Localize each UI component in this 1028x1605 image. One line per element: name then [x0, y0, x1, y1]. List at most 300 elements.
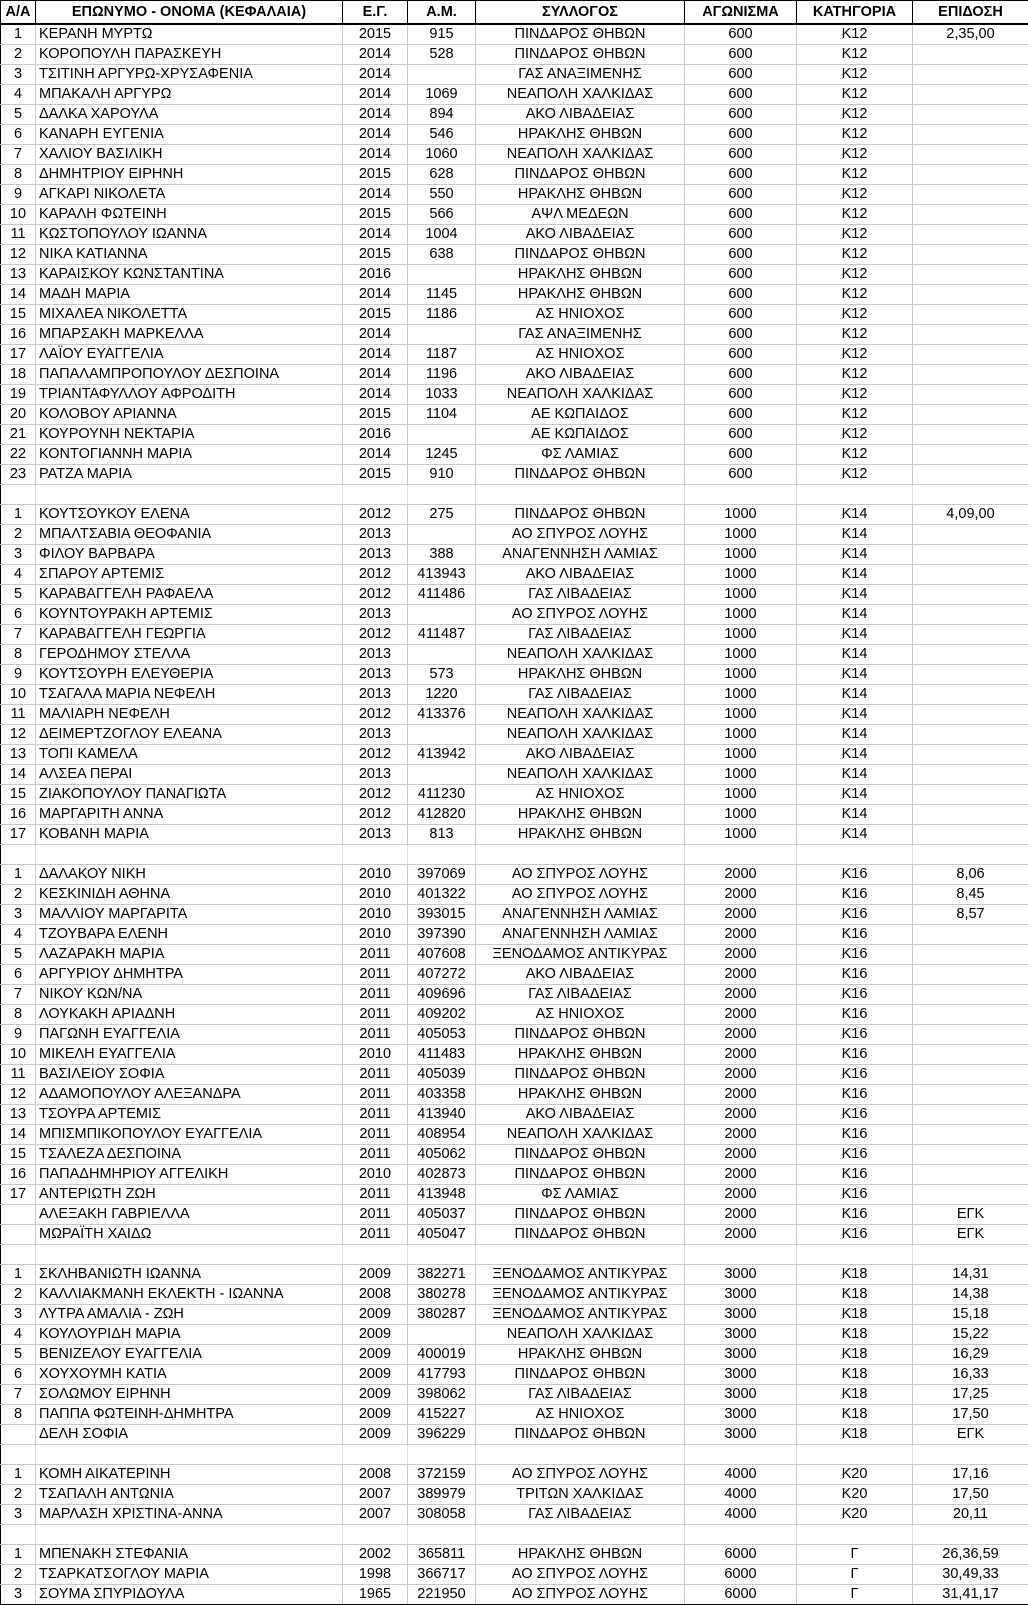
- cell-am[interactable]: 413948: [408, 1185, 476, 1205]
- cell-aa[interactable]: 2: [1, 45, 36, 65]
- cell-performance[interactable]: ΕΓΚ: [913, 1425, 1028, 1445]
- cell-club[interactable]: ΑΣ ΗΝΙΟΧΟΣ: [476, 345, 685, 365]
- cell-category[interactable]: Κ16: [797, 945, 913, 965]
- header-club[interactable]: ΣΥΛΛΟΓΟΣ: [476, 1, 685, 25]
- cell-year[interactable]: 2014: [343, 105, 408, 125]
- cell-category[interactable]: Κ12: [797, 185, 913, 205]
- cell-category[interactable]: Κ12: [797, 325, 913, 345]
- cell-am[interactable]: 366717: [408, 1565, 476, 1585]
- cell-am[interactable]: 405062: [408, 1145, 476, 1165]
- cell-event[interactable]: 1000: [685, 805, 797, 825]
- cell-club[interactable]: ΑΟ ΣΠΥΡΟΣ ΛΟΥΗΣ: [476, 605, 685, 625]
- cell-am[interactable]: 275: [408, 505, 476, 525]
- cell-am[interactable]: 408954: [408, 1125, 476, 1145]
- cell-club[interactable]: ΑΟ ΣΠΥΡΟΣ ΛΟΥΗΣ: [476, 865, 685, 885]
- empty-cell[interactable]: [343, 1445, 408, 1465]
- cell-am[interactable]: 401322: [408, 885, 476, 905]
- cell-year[interactable]: 2015: [343, 24, 408, 45]
- cell-am[interactable]: 397069: [408, 865, 476, 885]
- cell-club[interactable]: ΓΑΣ ΛΙΒΑΔΕΙΑΣ: [476, 1505, 685, 1525]
- cell-event[interactable]: 600: [685, 245, 797, 265]
- cell-event[interactable]: 2000: [685, 985, 797, 1005]
- cell-year[interactable]: 1998: [343, 1565, 408, 1585]
- cell-aa[interactable]: 6: [1, 605, 36, 625]
- cell-event[interactable]: 2000: [685, 965, 797, 985]
- empty-cell[interactable]: [1, 1245, 36, 1265]
- cell-event[interactable]: 600: [685, 65, 797, 85]
- cell-name[interactable]: ΤΖΟΥΒΑΡΑ ΕΛΕΝΗ: [36, 925, 343, 945]
- cell-category[interactable]: Κ12: [797, 85, 913, 105]
- cell-performance[interactable]: [913, 1005, 1028, 1025]
- cell-name[interactable]: ΠΑΓΩΝΗ ΕΥΑΓΓΕΛΙΑ: [36, 1025, 343, 1045]
- cell-aa[interactable]: 1: [1, 865, 36, 885]
- cell-event[interactable]: 600: [685, 325, 797, 345]
- cell-performance[interactable]: [913, 645, 1028, 665]
- cell-name[interactable]: ΒΕΝΙΖΕΛΟΥ ΕΥΑΓΓΕΛΙΑ: [36, 1345, 343, 1365]
- header-name[interactable]: ΕΠΩΝΥΜΟ - ΟΝΟΜΑ (ΚΕΦΑΛΑΙΑ): [36, 1, 343, 25]
- cell-aa[interactable]: 6: [1, 1365, 36, 1385]
- cell-event[interactable]: 600: [685, 185, 797, 205]
- cell-performance[interactable]: [913, 185, 1028, 205]
- cell-year[interactable]: 2010: [343, 1165, 408, 1185]
- cell-club[interactable]: ΝΕΑΠΟΛΗ ΧΑΛΚΙΔΑΣ: [476, 645, 685, 665]
- cell-aa[interactable]: 11: [1, 705, 36, 725]
- cell-category[interactable]: Κ14: [797, 645, 913, 665]
- cell-aa[interactable]: 12: [1, 1085, 36, 1105]
- cell-year[interactable]: 2009: [343, 1325, 408, 1345]
- cell-category[interactable]: Κ14: [797, 745, 913, 765]
- cell-aa[interactable]: 20: [1, 405, 36, 425]
- cell-am[interactable]: 1186: [408, 305, 476, 325]
- cell-club[interactable]: ΗΡΑΚΛΗΣ ΘΗΒΩΝ: [476, 1545, 685, 1565]
- cell-aa[interactable]: 4: [1, 1325, 36, 1345]
- cell-performance[interactable]: [913, 225, 1028, 245]
- cell-club[interactable]: ΑΚΟ ΛΙΒΑΔΕΙΑΣ: [476, 565, 685, 585]
- cell-name[interactable]: ΚΟΜΗ ΑΙΚΑΤΕΡΙΝΗ: [36, 1465, 343, 1485]
- cell-event[interactable]: 6000: [685, 1545, 797, 1565]
- cell-year[interactable]: 2011: [343, 1185, 408, 1205]
- cell-name[interactable]: ΚΑΡΑΙΣΚΟΥ ΚΩΝΣΤΑΝΤΙΝΑ: [36, 265, 343, 285]
- cell-am[interactable]: [408, 605, 476, 625]
- cell-am[interactable]: 573: [408, 665, 476, 685]
- cell-name[interactable]: ΡΑΤΖΑ ΜΑΡΙΑ: [36, 465, 343, 485]
- cell-name[interactable]: ΧΟΥΧΟΥΜΗ ΚΑΤΙΑ: [36, 1365, 343, 1385]
- cell-category[interactable]: Κ20: [797, 1465, 913, 1485]
- cell-name[interactable]: ΑΡΓΥΡΙΟΥ ΔΗΜΗΤΡΑ: [36, 965, 343, 985]
- cell-name[interactable]: ΜΑΛΛΙΟΥ ΜΑΡΓΑΡΙΤΑ: [36, 905, 343, 925]
- cell-category[interactable]: Κ14: [797, 825, 913, 845]
- cell-name[interactable]: ΚΑΡΑΒΑΓΓΕΛΗ ΓΕΩΡΓΙΑ: [36, 625, 343, 645]
- cell-event[interactable]: 600: [685, 85, 797, 105]
- cell-event[interactable]: 2000: [685, 1065, 797, 1085]
- cell-am[interactable]: 550: [408, 185, 476, 205]
- cell-event[interactable]: 3000: [685, 1285, 797, 1305]
- cell-aa[interactable]: 11: [1, 1065, 36, 1085]
- cell-name[interactable]: ΓΕΡΟΔΗΜΟΥ ΣΤΕΛΛΑ: [36, 645, 343, 665]
- cell-aa[interactable]: [1, 1225, 36, 1245]
- cell-am[interactable]: 1069: [408, 85, 476, 105]
- cell-am[interactable]: 393015: [408, 905, 476, 925]
- cell-club[interactable]: ΓΑΣ ΛΙΒΑΔΕΙΑΣ: [476, 585, 685, 605]
- cell-event[interactable]: 1000: [685, 725, 797, 745]
- cell-year[interactable]: 2011: [343, 945, 408, 965]
- cell-performance[interactable]: [913, 1045, 1028, 1065]
- cell-category[interactable]: Κ20: [797, 1505, 913, 1525]
- cell-category[interactable]: Κ14: [797, 525, 913, 545]
- cell-club[interactable]: ΠΙΝΔΑΡΟΣ ΘΗΒΩΝ: [476, 1205, 685, 1225]
- cell-category[interactable]: Γ: [797, 1585, 913, 1605]
- cell-category[interactable]: Κ16: [797, 1185, 913, 1205]
- cell-am[interactable]: [408, 325, 476, 345]
- cell-category[interactable]: Κ12: [797, 165, 913, 185]
- cell-category[interactable]: Κ12: [797, 65, 913, 85]
- cell-event[interactable]: 2000: [685, 1045, 797, 1065]
- cell-event[interactable]: 3000: [685, 1425, 797, 1445]
- cell-category[interactable]: Κ16: [797, 1125, 913, 1145]
- cell-am[interactable]: 910: [408, 465, 476, 485]
- cell-year[interactable]: 2012: [343, 625, 408, 645]
- cell-year[interactable]: 2011: [343, 1065, 408, 1085]
- cell-aa[interactable]: 18: [1, 365, 36, 385]
- cell-event[interactable]: 3000: [685, 1325, 797, 1345]
- cell-name[interactable]: ΑΓΚΑΡΙ ΝΙΚΟΛΕΤΑ: [36, 185, 343, 205]
- cell-am[interactable]: 411486: [408, 585, 476, 605]
- cell-aa[interactable]: 3: [1, 1585, 36, 1605]
- cell-club[interactable]: ΞΕΝΟΔΑΜΟΣ ΑΝΤΙΚΥΡΑΣ: [476, 1305, 685, 1325]
- cell-category[interactable]: Κ16: [797, 1025, 913, 1045]
- cell-name[interactable]: ΜΑΡΓΑΡΙΤΗ ΑΝΝΑ: [36, 805, 343, 825]
- cell-performance[interactable]: [913, 1165, 1028, 1185]
- cell-aa[interactable]: 12: [1, 725, 36, 745]
- cell-am[interactable]: [408, 645, 476, 665]
- cell-year[interactable]: 2013: [343, 645, 408, 665]
- cell-event[interactable]: 2000: [685, 1145, 797, 1165]
- cell-category[interactable]: Κ16: [797, 1165, 913, 1185]
- cell-category[interactable]: Κ16: [797, 1085, 913, 1105]
- cell-am[interactable]: 413940: [408, 1105, 476, 1125]
- cell-category[interactable]: Κ14: [797, 545, 913, 565]
- empty-cell[interactable]: [36, 485, 343, 505]
- cell-performance[interactable]: [913, 1145, 1028, 1165]
- cell-club[interactable]: ΓΑΣ ΛΙΒΑΔΕΙΑΣ: [476, 985, 685, 1005]
- cell-performance[interactable]: [913, 65, 1028, 85]
- cell-am[interactable]: 388: [408, 545, 476, 565]
- cell-am[interactable]: 1060: [408, 145, 476, 165]
- cell-name[interactable]: ΜΑΔΗ ΜΑΡΙΑ: [36, 285, 343, 305]
- cell-club[interactable]: ΝΕΑΠΟΛΗ ΧΑΛΚΙΔΑΣ: [476, 1125, 685, 1145]
- cell-name[interactable]: ΧΑΛΙΟΥ ΒΑΣΙΛΙΚΗ: [36, 145, 343, 165]
- cell-aa[interactable]: 7: [1, 145, 36, 165]
- cell-performance[interactable]: [913, 945, 1028, 965]
- cell-year[interactable]: 2010: [343, 885, 408, 905]
- cell-name[interactable]: ΚΟΝΤΟΓΙΑΝΝΗ ΜΑΡΙΑ: [36, 445, 343, 465]
- cell-event[interactable]: 6000: [685, 1565, 797, 1585]
- cell-event[interactable]: 1000: [685, 705, 797, 725]
- cell-am[interactable]: 380278: [408, 1285, 476, 1305]
- empty-cell[interactable]: [408, 845, 476, 865]
- cell-club[interactable]: ΗΡΑΚΛΗΣ ΘΗΒΩΝ: [476, 825, 685, 845]
- cell-category[interactable]: Κ18: [797, 1285, 913, 1305]
- cell-club[interactable]: ΑΕ ΚΩΠΑΙΔΟΣ: [476, 425, 685, 445]
- cell-year[interactable]: 2011: [343, 985, 408, 1005]
- cell-performance[interactable]: [913, 245, 1028, 265]
- cell-performance[interactable]: [913, 525, 1028, 545]
- cell-event[interactable]: 600: [685, 125, 797, 145]
- cell-year[interactable]: 2012: [343, 565, 408, 585]
- cell-am[interactable]: 397390: [408, 925, 476, 945]
- cell-year[interactable]: 2014: [343, 65, 408, 85]
- cell-name[interactable]: ΔΑΛΑΚΟΥ ΝΙΚΗ: [36, 865, 343, 885]
- cell-event[interactable]: 600: [685, 445, 797, 465]
- cell-performance[interactable]: [913, 965, 1028, 985]
- cell-name[interactable]: ΛΥΤΡΑ ΑΜΑΛΙΑ - ΖΩΗ: [36, 1305, 343, 1325]
- empty-cell[interactable]: [797, 1245, 913, 1265]
- cell-aa[interactable]: 7: [1, 625, 36, 645]
- cell-performance[interactable]: 2,35,00: [913, 24, 1028, 45]
- cell-performance[interactable]: [913, 285, 1028, 305]
- cell-club[interactable]: ΑΝΑΓΕΝΝΗΣΗ ΛΑΜΙΑΣ: [476, 925, 685, 945]
- cell-aa[interactable]: 7: [1, 985, 36, 1005]
- cell-event[interactable]: 600: [685, 24, 797, 45]
- empty-cell[interactable]: [476, 1525, 685, 1545]
- cell-category[interactable]: Γ: [797, 1565, 913, 1585]
- cell-category[interactable]: Γ: [797, 1545, 913, 1565]
- cell-am[interactable]: 638: [408, 245, 476, 265]
- cell-aa[interactable]: 16: [1, 1165, 36, 1185]
- cell-am[interactable]: [408, 425, 476, 445]
- cell-club[interactable]: ΑΝΑΓΕΝΝΗΣΗ ΛΑΜΙΑΣ: [476, 545, 685, 565]
- cell-year[interactable]: 2012: [343, 805, 408, 825]
- cell-am[interactable]: 405053: [408, 1025, 476, 1045]
- cell-category[interactable]: Κ12: [797, 45, 913, 65]
- cell-club[interactable]: ΓΑΣ ΛΙΒΑΔΕΙΑΣ: [476, 685, 685, 705]
- empty-cell[interactable]: [408, 485, 476, 505]
- cell-category[interactable]: Κ16: [797, 1205, 913, 1225]
- cell-club[interactable]: ΝΕΑΠΟΛΗ ΧΑΛΚΙΔΑΣ: [476, 385, 685, 405]
- cell-club[interactable]: ΦΣ ΛΑΜΙΑΣ: [476, 445, 685, 465]
- cell-am[interactable]: 409696: [408, 985, 476, 1005]
- empty-cell[interactable]: [685, 1525, 797, 1545]
- cell-name[interactable]: ΛΟΥΚΑΚΗ ΑΡΙΑΔΝΗ: [36, 1005, 343, 1025]
- cell-performance[interactable]: [913, 105, 1028, 125]
- cell-name[interactable]: ΚΕΡΑΝΗ ΜΥΡΤΩ: [36, 24, 343, 45]
- cell-name[interactable]: ΚΟΥΛΟΥΡΙΔΗ ΜΑΡΙΑ: [36, 1325, 343, 1345]
- cell-performance[interactable]: [913, 425, 1028, 445]
- cell-performance[interactable]: [913, 125, 1028, 145]
- cell-performance[interactable]: 4,09,00: [913, 505, 1028, 525]
- cell-event[interactable]: 2000: [685, 1085, 797, 1105]
- cell-am[interactable]: 411483: [408, 1045, 476, 1065]
- cell-year[interactable]: 2013: [343, 765, 408, 785]
- cell-am[interactable]: 1145: [408, 285, 476, 305]
- cell-category[interactable]: Κ12: [797, 305, 913, 325]
- cell-club[interactable]: ΝΕΑΠΟΛΗ ΧΑΛΚΙΔΑΣ: [476, 1325, 685, 1345]
- cell-name[interactable]: ΜΠΑΡΣΑΚΗ ΜΑΡΚΕΛΛΑ: [36, 325, 343, 345]
- cell-year[interactable]: 2012: [343, 505, 408, 525]
- cell-aa[interactable]: 1: [1, 1545, 36, 1565]
- empty-cell[interactable]: [1, 1445, 36, 1465]
- cell-year[interactable]: 2010: [343, 1045, 408, 1065]
- cell-club[interactable]: ΑΣ ΗΝΙΟΧΟΣ: [476, 305, 685, 325]
- cell-category[interactable]: Κ14: [797, 725, 913, 745]
- cell-club[interactable]: ΠΙΝΔΑΡΟΣ ΘΗΒΩΝ: [476, 24, 685, 45]
- cell-aa[interactable]: 4: [1, 565, 36, 585]
- cell-performance[interactable]: 14,38: [913, 1285, 1028, 1305]
- cell-aa[interactable]: 9: [1, 185, 36, 205]
- cell-aa[interactable]: 3: [1, 905, 36, 925]
- cell-year[interactable]: 2013: [343, 825, 408, 845]
- cell-performance[interactable]: [913, 765, 1028, 785]
- cell-club[interactable]: ΑΚΟ ΛΙΒΑΔΕΙΑΣ: [476, 365, 685, 385]
- empty-cell[interactable]: [913, 1245, 1028, 1265]
- empty-cell[interactable]: [913, 485, 1028, 505]
- cell-year[interactable]: 2008: [343, 1465, 408, 1485]
- cell-name[interactable]: ΝΙΚΟΥ ΚΩΝ/ΝΑ: [36, 985, 343, 1005]
- cell-club[interactable]: ΠΙΝΔΑΡΟΣ ΘΗΒΩΝ: [476, 505, 685, 525]
- cell-am[interactable]: 894: [408, 105, 476, 125]
- cell-year[interactable]: 2014: [343, 45, 408, 65]
- cell-category[interactable]: Κ14: [797, 625, 913, 645]
- cell-event[interactable]: 600: [685, 405, 797, 425]
- cell-aa[interactable]: 13: [1, 745, 36, 765]
- cell-performance[interactable]: [913, 1125, 1028, 1145]
- cell-category[interactable]: Κ16: [797, 905, 913, 925]
- cell-category[interactable]: Κ16: [797, 865, 913, 885]
- cell-category[interactable]: Κ16: [797, 985, 913, 1005]
- empty-cell[interactable]: [476, 485, 685, 505]
- cell-category[interactable]: Κ12: [797, 205, 913, 225]
- cell-aa[interactable]: [1, 1425, 36, 1445]
- cell-category[interactable]: Κ12: [797, 345, 913, 365]
- cell-category[interactable]: Κ12: [797, 145, 913, 165]
- cell-club[interactable]: ΑΕ ΚΩΠΑΙΔΟΣ: [476, 405, 685, 425]
- cell-aa[interactable]: 14: [1, 1125, 36, 1145]
- cell-event[interactable]: 1000: [685, 545, 797, 565]
- cell-category[interactable]: Κ14: [797, 505, 913, 525]
- cell-performance[interactable]: [913, 345, 1028, 365]
- cell-club[interactable]: ΑΚΟ ΛΙΒΑΔΕΙΑΣ: [476, 105, 685, 125]
- cell-name[interactable]: ΤΣΙΤΙΝΗ ΑΡΓΥΡΩ-ΧΡΥΣΑΦΕΝΙΑ: [36, 65, 343, 85]
- cell-am[interactable]: [408, 1325, 476, 1345]
- cell-am[interactable]: 407272: [408, 965, 476, 985]
- cell-am[interactable]: 409202: [408, 1005, 476, 1025]
- cell-club[interactable]: ΞΕΝΟΔΑΜΟΣ ΑΝΤΙΚΥΡΑΣ: [476, 1285, 685, 1305]
- cell-category[interactable]: Κ12: [797, 24, 913, 45]
- cell-aa[interactable]: 4: [1, 85, 36, 105]
- cell-club[interactable]: ΗΡΑΚΛΗΣ ΘΗΒΩΝ: [476, 1345, 685, 1365]
- cell-am[interactable]: 411230: [408, 785, 476, 805]
- cell-club[interactable]: ΑΨΛ ΜΕΔΕΩΝ: [476, 205, 685, 225]
- header-aa[interactable]: Α/Α: [1, 1, 36, 25]
- cell-category[interactable]: Κ12: [797, 445, 913, 465]
- cell-aa[interactable]: 17: [1, 345, 36, 365]
- cell-am[interactable]: 417793: [408, 1365, 476, 1385]
- cell-event[interactable]: 2000: [685, 905, 797, 925]
- cell-name[interactable]: ΛΑΪΟΥ ΕΥΑΓΓΕΛΙΑ: [36, 345, 343, 365]
- empty-cell[interactable]: [1, 485, 36, 505]
- cell-name[interactable]: ΠΑΠΑΛΑΜΠΡΟΠΟΥΛΟΥ ΔΕΣΠΟΙΝΑ: [36, 365, 343, 385]
- cell-aa[interactable]: 11: [1, 225, 36, 245]
- cell-event[interactable]: 2000: [685, 1165, 797, 1185]
- cell-am[interactable]: 413376: [408, 705, 476, 725]
- cell-category[interactable]: Κ14: [797, 665, 913, 685]
- empty-cell[interactable]: [343, 845, 408, 865]
- cell-event[interactable]: 600: [685, 305, 797, 325]
- cell-event[interactable]: 3000: [685, 1365, 797, 1385]
- cell-name[interactable]: ΚΕΣΚΙΝΙΔΗ ΑΘΗΝΑ: [36, 885, 343, 905]
- cell-am[interactable]: 566: [408, 205, 476, 225]
- cell-name[interactable]: ΜΩΡΑΪΤΗ ΧΑΙΔΩ: [36, 1225, 343, 1245]
- cell-aa[interactable]: 2: [1, 1285, 36, 1305]
- cell-club[interactable]: ΑΟ ΣΠΥΡΟΣ ΛΟΥΗΣ: [476, 885, 685, 905]
- cell-year[interactable]: 2012: [343, 585, 408, 605]
- cell-year[interactable]: 2009: [343, 1405, 408, 1425]
- cell-am[interactable]: 221950: [408, 1585, 476, 1605]
- cell-name[interactable]: ΚΟΥΝΤΟΥΡΑΚΗ ΑΡΤΕΜΙΣ: [36, 605, 343, 625]
- cell-club[interactable]: ΝΕΑΠΟΛΗ ΧΑΛΚΙΔΑΣ: [476, 705, 685, 725]
- cell-event[interactable]: 1000: [685, 745, 797, 765]
- cell-name[interactable]: ΚΟΛΟΒΟΥ ΑΡΙΑΝΝΑ: [36, 405, 343, 425]
- cell-category[interactable]: Κ14: [797, 565, 913, 585]
- cell-year[interactable]: 2015: [343, 245, 408, 265]
- cell-event[interactable]: 600: [685, 225, 797, 245]
- cell-performance[interactable]: 16,33: [913, 1365, 1028, 1385]
- cell-category[interactable]: Κ16: [797, 1105, 913, 1125]
- cell-name[interactable]: ΔΕΛΗ ΣΟΦΙΑ: [36, 1425, 343, 1445]
- cell-performance[interactable]: [913, 1085, 1028, 1105]
- cell-event[interactable]: 1000: [685, 605, 797, 625]
- cell-aa[interactable]: 16: [1, 325, 36, 345]
- cell-category[interactable]: Κ20: [797, 1485, 913, 1505]
- cell-name[interactable]: ΚΟΒΑΝΗ ΜΑΡΙΑ: [36, 825, 343, 845]
- cell-name[interactable]: ΤΣΑΓΑΛΑ ΜΑΡΙΑ ΝΕΦΕΛΗ: [36, 685, 343, 705]
- cell-aa[interactable]: 15: [1, 1145, 36, 1165]
- empty-cell[interactable]: [1, 845, 36, 865]
- cell-event[interactable]: 1000: [685, 625, 797, 645]
- cell-performance[interactable]: [913, 785, 1028, 805]
- cell-category[interactable]: Κ12: [797, 265, 913, 285]
- cell-year[interactable]: 2013: [343, 725, 408, 745]
- cell-aa[interactable]: 10: [1, 205, 36, 225]
- cell-performance[interactable]: 31,41,17: [913, 1585, 1028, 1605]
- cell-am[interactable]: 413942: [408, 745, 476, 765]
- cell-name[interactable]: ΜΑΡΛΑΣΗ ΧΡΙΣΤΙΝΑ-ΑΝΝΑ: [36, 1505, 343, 1525]
- cell-performance[interactable]: [913, 45, 1028, 65]
- cell-club[interactable]: ΗΡΑΚΛΗΣ ΘΗΒΩΝ: [476, 1085, 685, 1105]
- cell-aa[interactable]: 5: [1, 105, 36, 125]
- cell-club[interactable]: ΞΕΝΟΔΑΜΟΣ ΑΝΤΙΚΥΡΑΣ: [476, 1265, 685, 1285]
- cell-event[interactable]: 600: [685, 345, 797, 365]
- empty-cell[interactable]: [408, 1525, 476, 1545]
- cell-event[interactable]: 600: [685, 145, 797, 165]
- cell-year[interactable]: 2014: [343, 85, 408, 105]
- cell-performance[interactable]: 8,45: [913, 885, 1028, 905]
- cell-category[interactable]: Κ14: [797, 765, 913, 785]
- empty-cell[interactable]: [343, 485, 408, 505]
- cell-aa[interactable]: 9: [1, 665, 36, 685]
- cell-am[interactable]: 413943: [408, 565, 476, 585]
- cell-am[interactable]: 813: [408, 825, 476, 845]
- cell-year[interactable]: 2016: [343, 425, 408, 445]
- cell-performance[interactable]: 17,16: [913, 1465, 1028, 1485]
- cell-aa[interactable]: 1: [1, 1265, 36, 1285]
- cell-year[interactable]: 2012: [343, 785, 408, 805]
- cell-am[interactable]: 628: [408, 165, 476, 185]
- cell-am[interactable]: 546: [408, 125, 476, 145]
- cell-aa[interactable]: 16: [1, 805, 36, 825]
- cell-performance[interactable]: [913, 265, 1028, 285]
- header-category[interactable]: ΚΑΤΗΓΟΡΙΑ: [797, 1, 913, 25]
